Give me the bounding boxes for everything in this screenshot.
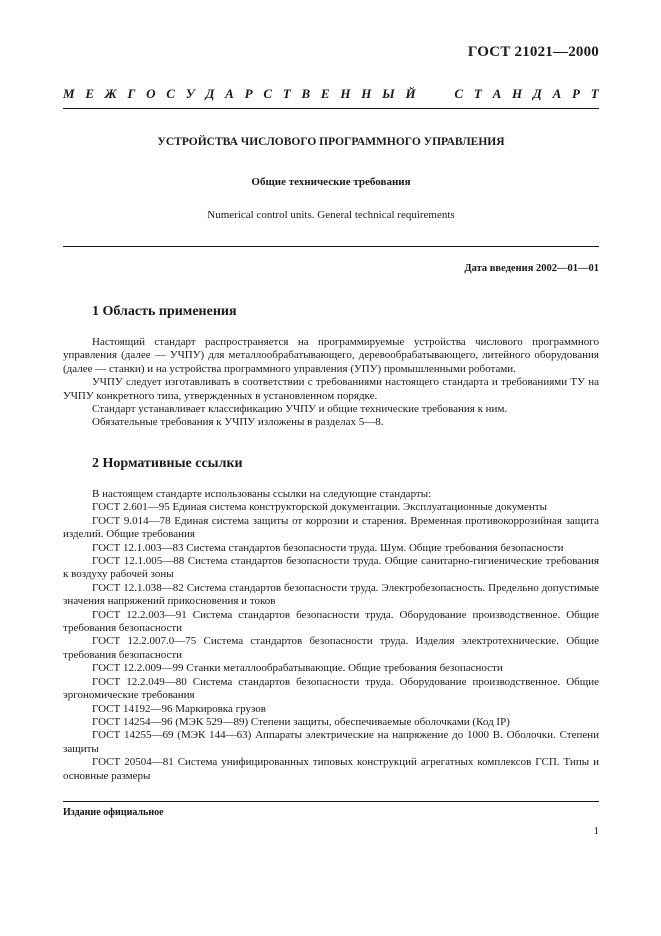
edition-note: Издание официальное [63,807,164,818]
reference-item: ГОСТ 12.1.038—82 Система стандартов безопасности труда. Электробезопасность. Предельно допустимые значения напряжений прикосновения и токов [63,581,599,608]
page-number: 1 [593,825,599,837]
paragraph: Обязательные требования к УЧПУ изложены в разделах 5—8. [92,416,384,429]
banner-letter: Ж [104,86,117,101]
reference-item: ГОСТ 12.2.007.0—75 Система стандартов безопасности труда. Изделия электротехнические. Общие требования безопасности [63,635,599,661]
banner-letter [440,86,443,102]
banner-letter: О [146,86,156,101]
banner-letter: Д [532,86,542,101]
reference-item: ГОСТ 12.2.009—99 Станки металлообрабатывающие. Общие требования безопасности [92,662,503,675]
document-title: УСТРОЙСТВА ЧИСЛОВОГО ПРОГРАММНОГО УПРАВЛЕНИЯ [157,136,505,148]
standard-type-banner [63,86,599,102]
document-subtitle: Общие технические требования [251,176,411,188]
banner-letter: Р [244,86,253,101]
section-scope-body [63,336,599,430]
effective-date: Дата введения 2002—01—01 [464,263,599,274]
header-rule [63,108,599,109]
banner-letter: С [263,86,272,101]
banner-letter: Т [473,86,482,101]
reference-item: ГОСТ 2.601—95 Единая система конструкторской документации. Эксплуатационные документы [92,501,547,514]
banner-letter: Т [590,86,599,101]
paragraph: Стандарт устанавливает классификацию УЧПУ и общие технические требования к ним. [92,403,508,416]
reference-item: ГОСТ 9.014—78 Единая система защиты от коррозии и старения. Временная противокоррозийная защита изделий. Общие требования [63,514,599,541]
reference-item: ГОСТ 12.1.003—83 Система стандартов безопасности труда. Шум. Общие требования безопасности [92,541,564,554]
banner-letter [426,86,429,102]
reference-item: ГОСТ 12.1.005—88 Система стандартов безопасности труда. Общие санитарно-гигиенические требования к воздуху рабочей зоны [63,555,599,581]
banner-letter: Н [361,86,372,101]
paragraph: УЧПУ следует изготавливать в соответствии с требованиями настоящего стандарта и требованиями ТУ на УЧПУ конкретного типа, утвержденных в установленном порядке. [63,376,599,402]
section-heading-scope: 1 Область применения [92,304,237,319]
footer-rule [63,801,599,802]
title-rule [63,246,599,247]
banner-letter: М [63,86,75,101]
banner-letter: Ы [382,86,395,101]
reference-item: ГОСТ 12.2.003—91 Система стандартов безопасности труда. Оборудование производственное. Общие требования безопасности [63,608,599,635]
reference-item: ГОСТ 14254—96 (МЭК 529—89) Степени защиты, обеспечиваемые оболочками (Код IP) [92,715,510,728]
reference-item: ГОСТ 20504—81 Система унифицированных типовых конструкций агрегатных комплексов ГСП. Типы и основные размеры [63,756,599,782]
reference-item: В настоящем стандарте использованы ссылки на следующие стандарты: [92,488,432,500]
reference-item: ГОСТ 14192—96 Маркировка грузов [92,702,266,715]
banner-letter: В [301,86,311,101]
banner-letter: Е [85,86,94,101]
banner-letter: С [454,86,464,101]
banner-letter: Й [405,86,416,101]
banner-letter: У [185,86,195,101]
banner-letter: Г [127,86,136,101]
gost-code: ГОСТ 21021—2000 [467,44,599,60]
reference-item: ГОСТ 12.2.049—80 Система стандартов безопасности труда. Оборудование производственное. Общие эргономические требования [63,675,599,702]
section-heading-references: 2 Нормативные ссылки [92,456,243,471]
banner-letter: А [225,86,234,101]
banner-letter: Р [572,86,580,101]
banner-letter: Н [340,86,351,101]
banner-letter: Е [320,86,330,101]
banner-letter: Д [205,86,215,101]
section-references-body [63,488,599,783]
banner-letter: Н [512,86,523,101]
paragraph: Настоящий стандарт распространяется на программируемые устройства числового программного управления (далее — УЧПУ) для металлообрабатывающего, деревообрабатывающего, литейного оборудования (далее — станки) и на устройства программного управления (УПУ) промышленными роботами. [63,336,599,375]
reference-item: ГОСТ 14255—69 (МЭК 144—63) Аппараты электрические на напряжение до 1000 В. Оболочки. Степени защиты [63,729,599,755]
banner-letter: А [492,86,502,101]
banner-letter: А [552,86,562,101]
banner-letter: Т [282,86,291,101]
banner-letter: С [166,86,175,101]
english-title: Numerical control units. General technical requirements [207,209,455,221]
